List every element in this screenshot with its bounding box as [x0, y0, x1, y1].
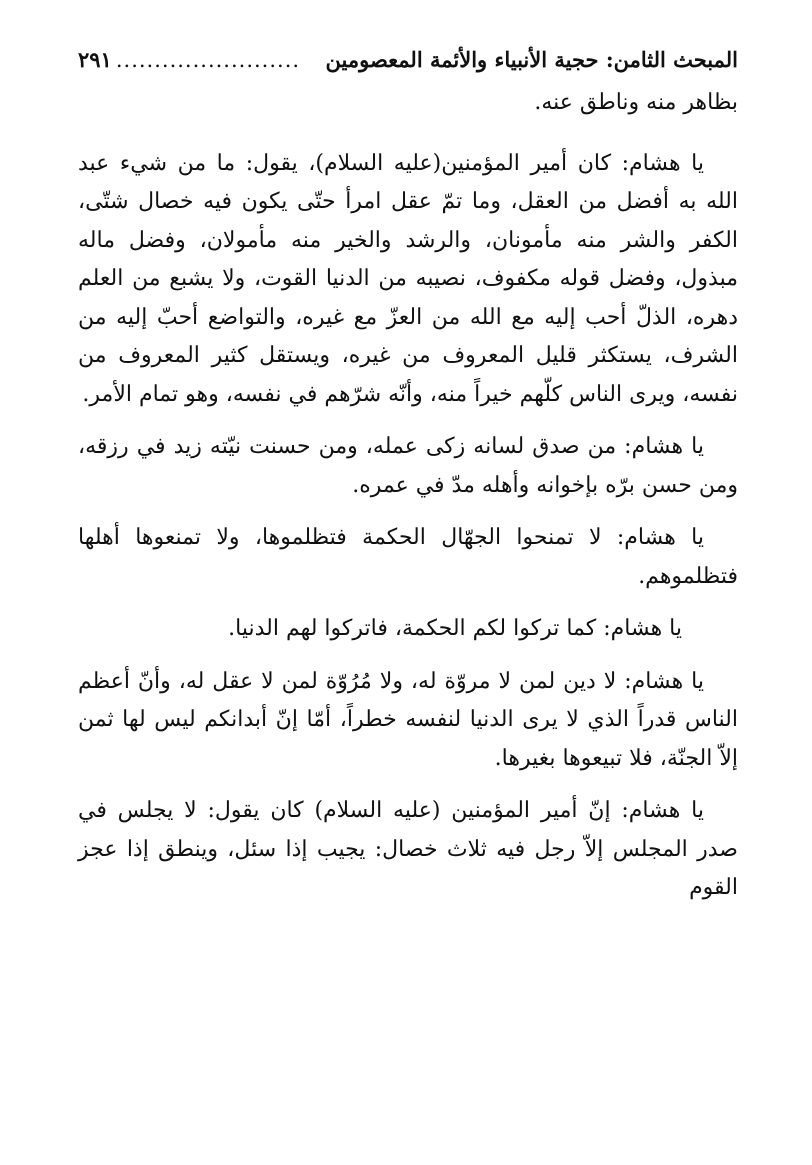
paragraph: يا هشام: لا دين لمن لا مروّة له، ولا مُرُوّة لمن لا عقل له، وأنّ أعظم الناس قدراً الذي لا يرى الدنيا لنفسه خطراً، أمّا إنّ أبدانكم ليس لها ثمن إلاّ الجنّة، فلا تبيعوها بغيرها. — [78, 668, 738, 771]
paragraph: يا هشام: لا تمنحوا الجهّال الحكمة فتظلموها، ولا تمنعوها أهلها فتظلموهم. — [78, 525, 738, 589]
body-text — [78, 84, 738, 908]
dotted-leader: ........................ — [115, 48, 301, 72]
running-header — [78, 40, 738, 80]
book-page — [78, 40, 738, 922]
paragraph: يا هشام: كما تركوا لكم الحكمة، فاتركوا لهم الدنيا. — [228, 616, 682, 641]
paragraph: يا هشام: من صدق لسانه زكى عمله، ومن حسنت نيّته زيد في رزقه، ومن حسن برّه بإخوانه وأهله مدّ في عمره. — [78, 434, 738, 498]
chapter-title: المبحث الثامن: حجية الأنبياء والأئمة المعصومين — [325, 47, 738, 72]
page-number: ٢٩١ — [78, 47, 112, 72]
paragraph: يا هشام: إنّ أمير المؤمنين (عليه السلام) كان يقول: لا يجلس في صدر المجلس إلاّ رجل فيه ثلاث خصال: يجيب إذا سئل، وينطق إذا عجز القوم — [78, 798, 738, 900]
paragraph-continuation: بظاهر منه وناطق عنه. — [534, 90, 738, 115]
paragraph: يا هشام: كان أمير المؤمنين(عليه السلام)، يقول: ما من شيء عبد الله به أفضل من العقل، وما تمّ عقل امرأ حتّى يكون فيه خصال شتّى، الكفر والشر منه مأمونان، والرشد والخير منه مأمولان، وفضل ماله مبذول، وفضل قوله مكفوف، نصيبه من الدنيا القوت، ولا يشبع من العلم دهره، الذلّ أحب إليه مع الله من العزّ مع غيره، والتواضع أحبّ إليه من الشرف، يستكثر قليل المعروف من غيره، ويستقل كثير المعروف من نفسه، ويرى الناس كلّهم خيراً منه، وأنّه شرّهم في نفسه، وهو تمام الأمر. — [78, 150, 738, 407]
